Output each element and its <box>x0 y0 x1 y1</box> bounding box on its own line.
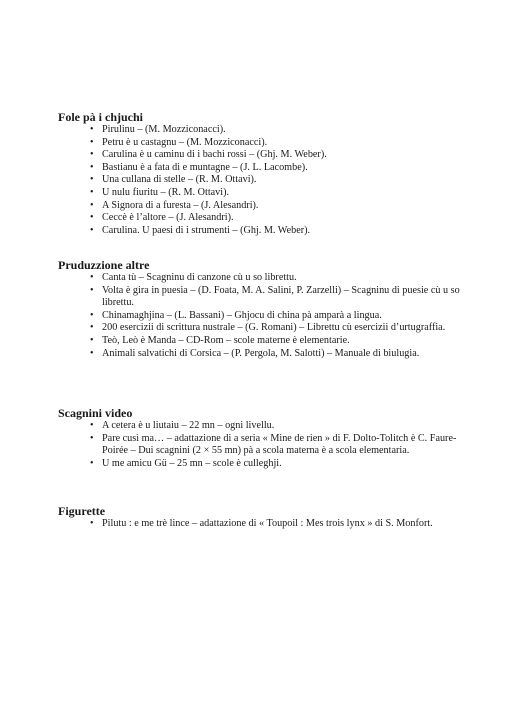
list-item: • Petru è u castagnu – (M. Mozziconacci). <box>93 137 478 150</box>
list-item: • A cetera è u liutaiu – 22 mn – ogni livellu. <box>93 420 478 433</box>
list-item: • Bastianu è a fata di e muntagne – (J. L. Lacombe). <box>93 162 478 175</box>
list-item: • Volta è gira in puesia – (D. Foata, M. A. Salini, P. Zarzelli) – Scagninu di puesie cù u so librettu. <box>93 285 478 310</box>
section-pruduzzione-altre <box>58 258 478 360</box>
list-item: • U me amicu Gü – 25 mn – scole è culleghji. <box>93 458 478 471</box>
list-item: • Pirulinu – (M. Mozziconacci). <box>93 124 478 137</box>
section-scagnini-video <box>58 406 478 470</box>
list-item: • Chinamaghjina – (L. Bassani) – Ghjocu di china pà amparà a lingua. <box>93 310 478 323</box>
list-item: • U nulu fiuritu – (R. M. Ottavi). <box>93 187 478 200</box>
list-item: • Canta tù – Scagninu di canzone cù u so librettu. <box>93 272 478 285</box>
section-title: Figurette <box>58 504 106 518</box>
section-title: Pruduzzione altre <box>58 258 150 272</box>
list-item: • Pilutu : e me trè lince – adattazione di « Toupoil : Mes trois lynx » di S. Monfort. <box>93 518 478 531</box>
list-item: • Carulina. U paesi di i strumenti – (Ghj. M. Weber). <box>93 225 478 238</box>
section-fole-pa-i-chjuchi <box>58 110 478 237</box>
list-item: • Teò, Leò è Manda – CD-Rom – scole materne è elementarie. <box>93 335 478 348</box>
list-item: • Pare cusì ma… – adattazione di a seria « Mine de rien » di F. Dolto-Tolitch è C. Faure-Poirée – Dui scagnini (2 × 55 mn) pà a scola materna è a scola elementaria. <box>93 433 478 458</box>
list-item: • Carulina è u caminu di i bachi rossi – (Ghj. M. Weber). <box>93 149 478 162</box>
list-item: • 200 esercizii di scrittura nustrale – (G. Romani) – Librettu cù esercizii d’urtugraffia. <box>93 322 478 335</box>
item-list <box>58 420 478 470</box>
section-title: Scagnini video <box>58 406 133 420</box>
item-list <box>58 518 478 531</box>
list-item: • Una cullana di stelle – (R. M. Ottavi). <box>93 174 478 187</box>
section-figurette <box>58 504 478 531</box>
list-item: • A Signora di a furesta – (J. Alesandri). <box>93 200 478 213</box>
list-item: • Ceccè è l’altore – (J. Alesandri). <box>93 212 478 225</box>
section-title: Fole pà i chjuchi <box>58 110 144 124</box>
list-item: • Animali salvatichi di Corsica – (P. Pergola, M. Salotti) – Manuale di biulugia. <box>93 348 478 361</box>
item-list <box>58 272 478 360</box>
item-list <box>58 124 478 237</box>
